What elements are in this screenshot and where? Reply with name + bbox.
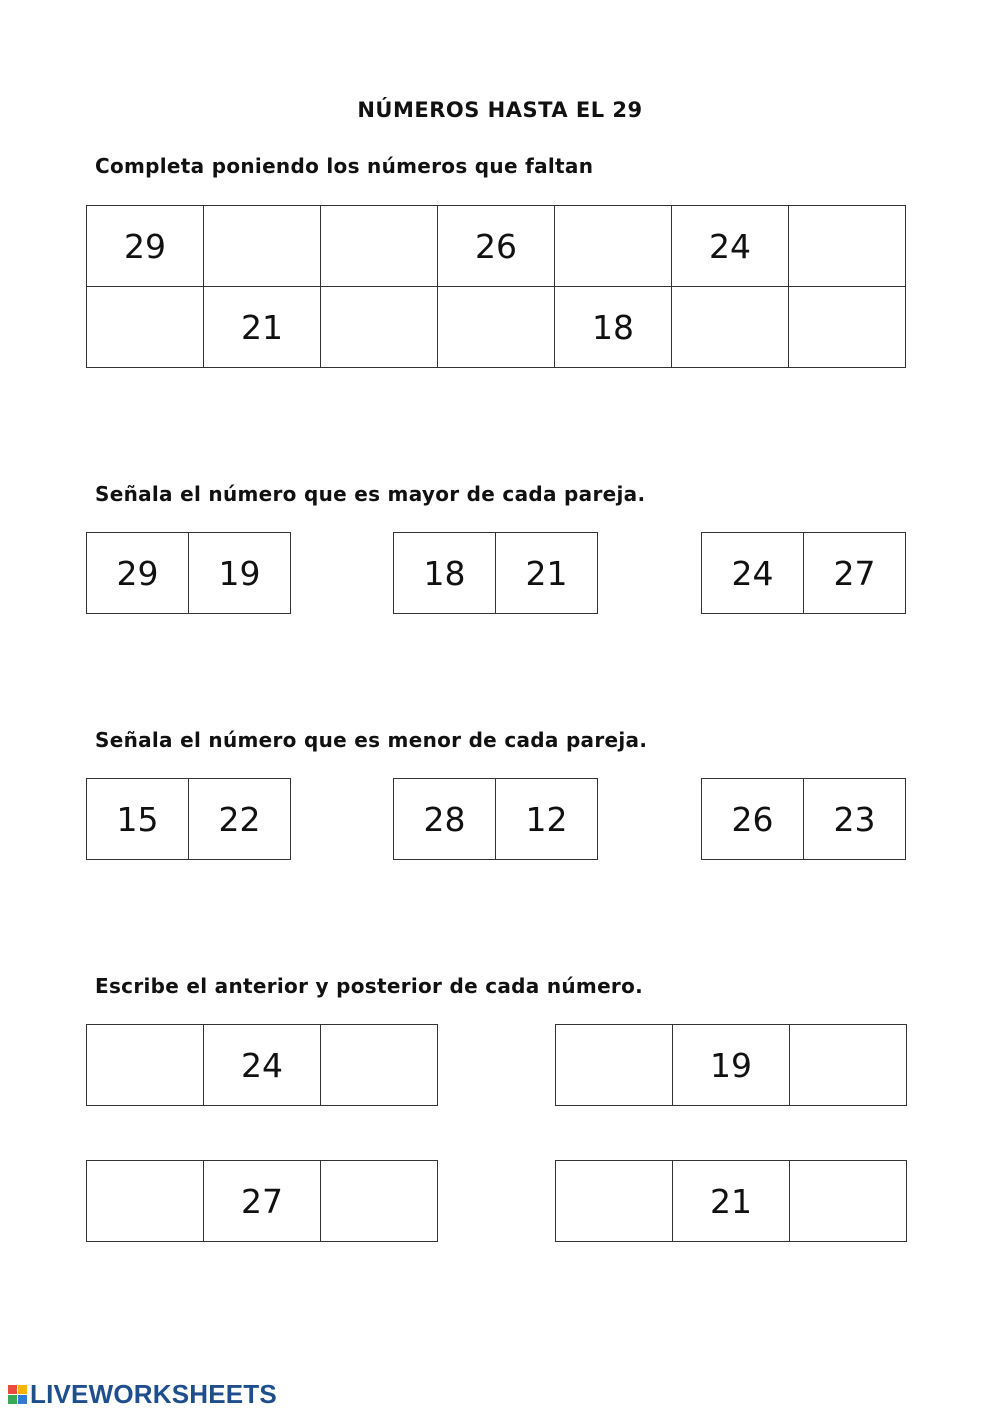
sequence-cell: 24 [672,206,789,287]
sequence-cell: 26 [438,206,555,287]
previous-number-cell[interactable] [87,1161,204,1242]
sequence-answer-cell[interactable] [672,287,789,368]
smaller-pair-2 [393,778,598,860]
instruction-before-after: Escribe el anterior y posterior de cada número. [95,974,644,998]
neighbors-group-4 [555,1160,907,1242]
pair-option[interactable]: 28 [394,779,496,860]
sequence-answer-cell[interactable] [321,287,438,368]
sequence-answer-cell[interactable] [555,206,672,287]
sequence-answer-cell[interactable] [789,287,906,368]
sequence-answer-cell[interactable] [87,287,204,368]
sequence-answer-cell[interactable] [789,206,906,287]
liveworksheets-logo[interactable] [8,1380,277,1408]
sequence-cell: 18 [555,287,672,368]
previous-number-cell[interactable] [87,1025,204,1106]
pair-option[interactable]: 23 [804,779,906,860]
neighbors-group-2 [555,1024,907,1106]
pair-option[interactable]: 24 [702,533,804,614]
pair-option[interactable]: 26 [702,779,804,860]
brand-name: LIVEWORKSHEETS [30,1378,277,1409]
smaller-pair-1 [86,778,291,860]
given-number-cell: 27 [204,1161,321,1242]
instruction-greater-number: Señala el número que es mayor de cada pareja. [95,482,646,506]
next-number-cell[interactable] [321,1161,438,1242]
neighbors-group-3 [86,1160,438,1242]
page-title: NÚMEROS HASTA EL 29 [357,98,643,122]
sequence-cell: 21 [204,287,321,368]
sequence-answer-cell[interactable] [438,287,555,368]
liveworksheets-logo-icon [8,1385,27,1404]
given-number-cell: 21 [673,1161,790,1242]
sequence-row-1 [87,206,906,287]
next-number-cell[interactable] [790,1161,907,1242]
previous-number-cell[interactable] [556,1025,673,1106]
pair-option[interactable]: 19 [189,533,291,614]
sequence-cell: 29 [87,206,204,287]
greater-pair-2 [393,532,598,614]
neighbors-group-1 [86,1024,438,1106]
smaller-pair-3 [701,778,906,860]
sequence-grid [86,205,906,368]
pair-option[interactable]: 29 [87,533,189,614]
instruction-complete-sequence: Completa poniendo los números que faltan [95,154,594,178]
pair-option[interactable]: 12 [496,779,598,860]
pair-option[interactable]: 15 [87,779,189,860]
pair-option[interactable]: 27 [804,533,906,614]
given-number-cell: 24 [204,1025,321,1106]
next-number-cell[interactable] [321,1025,438,1106]
sequence-answer-cell[interactable] [204,206,321,287]
pair-option[interactable]: 22 [189,779,291,860]
next-number-cell[interactable] [790,1025,907,1106]
previous-number-cell[interactable] [556,1161,673,1242]
sequence-answer-cell[interactable] [321,206,438,287]
pair-option[interactable]: 21 [496,533,598,614]
given-number-cell: 19 [673,1025,790,1106]
greater-pair-3 [701,532,906,614]
sequence-row-2 [87,287,906,368]
greater-pair-1 [86,532,291,614]
pair-option[interactable]: 18 [394,533,496,614]
instruction-smaller-number: Señala el número que es menor de cada pareja. [95,728,648,752]
